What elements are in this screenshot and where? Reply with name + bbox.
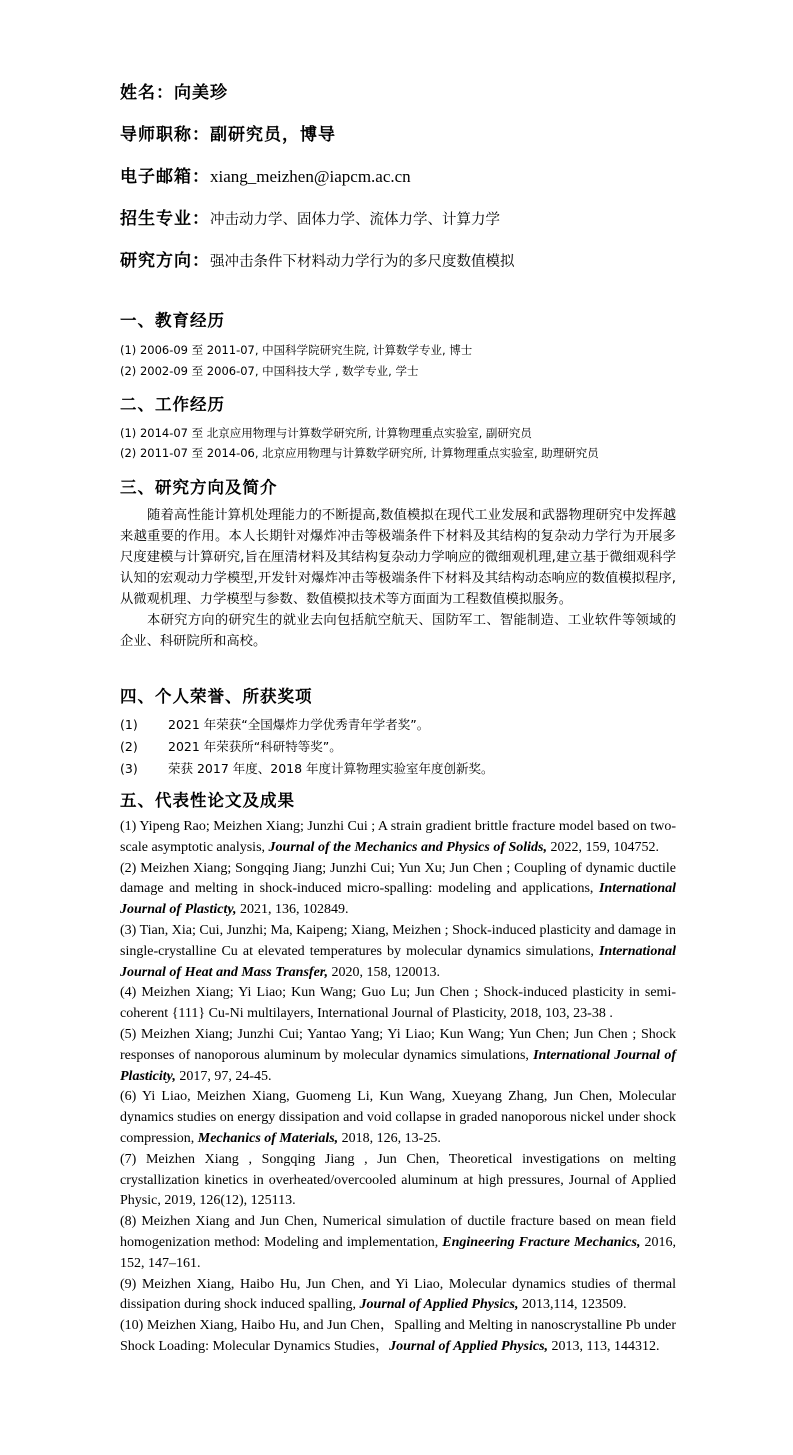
email-row bbox=[120, 162, 411, 187]
major-label: 招生专业： bbox=[120, 209, 210, 229]
honor-number: (3) bbox=[120, 761, 138, 776]
paper-journal: Mechanics of Materials, bbox=[197, 1130, 339, 1146]
paper-citation: 2018, 126, 13-25. bbox=[338, 1130, 441, 1146]
paper-entry bbox=[120, 921, 676, 983]
paper-citation: 2013, 113, 144312. bbox=[548, 1338, 660, 1354]
paper-journal: International Journal of Plasticity, bbox=[120, 1047, 676, 1084]
work-heading: 二、工作经历 bbox=[120, 395, 225, 414]
research-heading: 三、研究方向及简介 bbox=[120, 478, 278, 497]
papers-heading: 五、代表性论文及成果 bbox=[120, 791, 295, 810]
honor-number: (2) bbox=[120, 739, 138, 754]
paper-entry bbox=[120, 1275, 676, 1317]
paper-text: (6) Yi Liao, Meizhen Xiang, Guomeng Li, Kun Wang, Xueyang Zhang, Jun Chen, Molecular dynamics studies on energy dissipation and void collapse in graded nanoporous nickel under shock compression, bbox=[120, 1089, 676, 1146]
honor-item bbox=[120, 759, 494, 777]
honor-text: 2021 年荣获所“科研特等奖”。 bbox=[168, 739, 342, 754]
education-item: (2) 2002-09 至 2006-07, 中国科技大学 , 数学专业, 学士 bbox=[120, 364, 419, 378]
paper-entry bbox=[120, 1150, 676, 1212]
direction-row bbox=[120, 246, 515, 271]
honor-text: 荣获 2017 年度、2018 年度计算物理实验室年度创新奖。 bbox=[168, 761, 494, 776]
paper-citation: 2020, 158, 120013. bbox=[327, 964, 440, 980]
major-value: 冲击动力学、固体力学、流体力学、计算力学 bbox=[210, 212, 500, 228]
education-item: (1) 2006-09 至 2011-07, 中国科学院研究生院, 计算数学专业, 博士 bbox=[120, 343, 473, 357]
name-label: 姓名： bbox=[120, 83, 174, 103]
title-value: 副研究员，博导 bbox=[210, 125, 336, 145]
direction-label: 研究方向： bbox=[120, 251, 210, 271]
paper-entry bbox=[120, 983, 676, 1025]
honor-item bbox=[120, 737, 342, 755]
name-row bbox=[120, 78, 228, 103]
paper-text: (4) Meizhen Xiang; Yi Liao; Kun Wang; Guo Lu; Jun Chen ; Shock-induced plasticity in semi-coherent {111} Cu-Ni multilayers, International Journal of Plasticity, 2018, 103, 23-38 . bbox=[120, 985, 676, 1022]
paper-text: (1) Yipeng Rao; Meizhen Xiang; Junzhi Cui ; A strain gradient brittle fracture model based on two-scale asymptotic analysis, bbox=[120, 819, 676, 855]
paper-text: (9) Meizhen Xiang, Haibo Hu, Jun Chen, and Yi Liao, Molecular dynamics studies of thermal dissipation during shock induced spalling, bbox=[120, 1276, 676, 1313]
paper-text: (10) Meizhen Xiang, Haibo Hu, and Jun Chen，Spalling and Melting in nanoscrystalline Pb under Shock Loading: Molecular Dynamics Studies， bbox=[120, 1318, 676, 1354]
paper-journal: Engineering Fracture Mechanics, bbox=[442, 1234, 641, 1250]
honor-number: (1) bbox=[120, 717, 138, 732]
title-label: 导师职称： bbox=[120, 125, 210, 145]
research-paragraph: 随着高性能计算机处理能力的不断提高,数值模拟在现代工业发展和武器物理研究中发挥越来越重要的作用。本人长期针对爆炸冲击等极端条件下材料及其结构的复杂动力学行为开展多尺度建模与计算研究,旨在厘清材料及其结构复杂动力学响应的微细观机理,建立基于微细观科学认知的宏观动力学模型,开发针对爆炸冲击等极端条件下材料及其结构动态响应的数值模拟程序,从微观机理、力学模型与参数、数值模拟技术等方面面为工程数值模拟服务。 bbox=[120, 508, 676, 607]
email-label: 电子邮箱： bbox=[120, 167, 210, 187]
paper-journal: Journal of Applied Physics, bbox=[359, 1297, 519, 1313]
paper-journal: Journal of the Mechanics and Physics of Solids, bbox=[268, 839, 548, 855]
title-row bbox=[120, 120, 336, 145]
work-item: (1) 2014-07 至 北京应用物理与计算数学研究所, 计算物理重点实验室, 副研究员 bbox=[120, 426, 532, 440]
paper-entry bbox=[120, 1212, 676, 1274]
paper-text: (7) Meizhen Xiang , Songqing Jiang , Jun Chen, Theoretical investigations on melting crystallization kinetics in overheated/overcooled aluminum at high pressures, Journal of Applied Physic, 2019, 126(12), 125113. bbox=[120, 1151, 676, 1209]
paper-entry bbox=[120, 1316, 676, 1358]
paper-journal: International Journal of Heat and Mass Transfer, bbox=[120, 943, 676, 980]
paper-citation: 2017, 97, 24-45. bbox=[175, 1068, 272, 1084]
paper-text: (3) Tian, Xia; Cui, Junzhi; Ma, Kaipeng; Xiang, Meizhen ; Shock-induced plasticity and damage in single-crystalline Cu at elevated temperatures by molecular dynamics simulations, bbox=[120, 922, 677, 959]
major-row bbox=[120, 204, 500, 229]
paper-citation: 2021, 136, 102849. bbox=[236, 902, 349, 918]
research-intro bbox=[120, 505, 676, 652]
honor-text: 2021 年荣获“全国爆炸力学优秀青年学者奖”。 bbox=[168, 717, 430, 732]
paper-list bbox=[120, 817, 676, 1358]
paper-citation: 2013,114, 123509. bbox=[518, 1297, 627, 1313]
paper-text: (8) Meizhen Xiang and Jun Chen, Numerical simulation of ductile fracture based on mean field homogenization method: Modeling and implementation, bbox=[120, 1214, 676, 1250]
paper-entry bbox=[120, 859, 676, 921]
paper-text: (5) Meizhen Xiang; Junzhi Cui; Yantao Yang; Yi Liao; Kun Wang; Yun Chen; Jun Chen ; Shock responses of nanoporous aluminum by molecular dynamics simulations, bbox=[120, 1026, 676, 1063]
direction-value: 强冲击条件下材料动力学行为的多尺度数值模拟 bbox=[210, 254, 515, 270]
paper-entry bbox=[120, 817, 676, 859]
paper-journal: International Journal of Plasticty, bbox=[120, 881, 676, 918]
paper-citation: 2022, 159, 104752. bbox=[547, 839, 660, 855]
honors-heading: 四、个人荣誉、所获奖项 bbox=[120, 687, 313, 706]
paper-text: (2) Meizhen Xiang; Songqing Jiang; Junzhi Cui; Yun Xu; Jun Chen ; Coupling of dynamic ductile damage and melting in shock-induced micro-spalling: modeling and applications, bbox=[120, 860, 676, 897]
paper-entry bbox=[120, 1025, 676, 1087]
email-value[interactable]: xiang_meizhen@iapcm.ac.cn bbox=[210, 167, 411, 186]
research-paragraph: 本研究方向的研究生的就业去向包括航空航天、国防军工、智能制造、工业软件等领域的企业、科研院所和高校。 bbox=[120, 613, 676, 649]
honor-item bbox=[120, 715, 429, 733]
paper-entry bbox=[120, 1087, 676, 1149]
work-item: (2) 2011-07 至 2014-06, 北京应用物理与计算数学研究所, 计算物理重点实验室, 助理研究员 bbox=[120, 446, 599, 460]
name-value: 向美珍 bbox=[174, 83, 228, 103]
paper-journal: Journal of Applied Physics, bbox=[389, 1338, 549, 1354]
education-heading: 一、教育经历 bbox=[120, 311, 225, 330]
paper-citation: 2016, 152, 147–161. bbox=[120, 1234, 677, 1271]
